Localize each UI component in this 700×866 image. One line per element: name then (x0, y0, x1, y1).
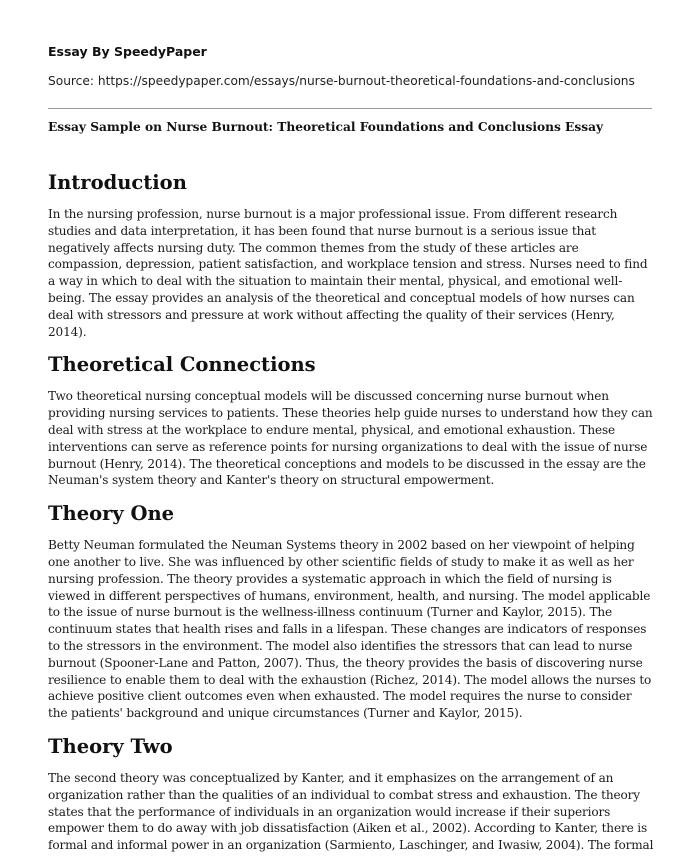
source-url: Source: https://speedypaper.com/essays/nurse-burnout-theoretical-foundations-and-conclusions (48, 74, 635, 88)
section-theory-two (48, 734, 654, 854)
section-paragraph: In the nursing profession, nurse burnout is a major professional issue. From different research studies and data interpretation, it has been found that nurse burnout is a serious issue that negatively affects nursing duty. The common themes from the study of these articles are compassion, depression, patient satisfaction, and workplace tension and stress. Nurses need to find a way in which to deal with the situation to maintain their mental, physical, and emotional well-being. The essay provides an analysis of the theoretical and conceptual models of how nurses can deal with stressors and pressure at work without affecting the quality of their services (Henry, 2014). (48, 207, 648, 339)
section-heading: Theory Two (48, 734, 173, 758)
section-introduction (48, 170, 654, 340)
section-paragraph: Betty Neuman formulated the Neuman Systems theory in 2002 based on her viewpoint of helping one another to live. She was influenced by other scientific fields of study to make it as well as her nursing profession. The theory provides a systematic approach in which the field of nursing is viewed in different perspectives of humans, environment, health, and nursing. The model applicable to the issue of nurse burnout is the wellness-illness continuum (Turner and Kaylor, 2015). The continuum states that health rises and falls in a lifespan. These changes are indicators of responses to the stressors in the environment. The model also identifies the stressors that can lead to nurse burnout (Spooner-Lane and Patton, 2007). Thus, the theory provides the basis of discovering nurse resilience to enable them to deal with the exhaustion (Richez, 2014). The model allows the nurses to achieve positive client outcomes even when exhausted. The model requires the nurse to consider the patients' background and unique circumstances (Turner and Kaylor, 2015). (48, 538, 652, 721)
essay-body (48, 170, 654, 866)
section-theoretical-connections (48, 352, 654, 489)
document-title: Essay Sample on Nurse Burnout: Theoretical Foundations and Conclusions Essay (48, 120, 604, 134)
section-paragraph: The second theory was conceptualized by Kanter, and it emphasizes on the arrangement of an organization rather than the qualities of an individual to combat stress and exhaustion. The theory states that the performance of individuals in an organization would increase if their superiors empower them to do away with job dissatisfaction (Aiken et al., 2002). According to Kanter, there is formal and informal power in an organization (Sarmiento, Laschinger, and Iwasiw, 2004). The formal (48, 770, 654, 853)
section-heading: Introduction (48, 171, 187, 194)
brand-label: Essay By SpeedyPaper (48, 44, 207, 59)
section-theory-one (48, 501, 654, 722)
header-divider (48, 108, 652, 109)
section-paragraph: Two theoretical nursing conceptual models will be discussed concerning nurse burnout when providing nursing services to patients. These theories help guide nurses to understand how they can deal with stress at the workplace to endure mental, physical, and emotional exhaustion. These interventions can serve as reference points for nursing organizations to deal with the issue of nurse burnout (Henry, 2014). The theoretical conceptions and models to be discussed in the essay are the Neuman's system theory and Kanter's theory on structural empowerment. (48, 389, 653, 488)
section-heading: Theory One (48, 502, 175, 526)
section-heading: Theoretical Connections (48, 353, 316, 377)
